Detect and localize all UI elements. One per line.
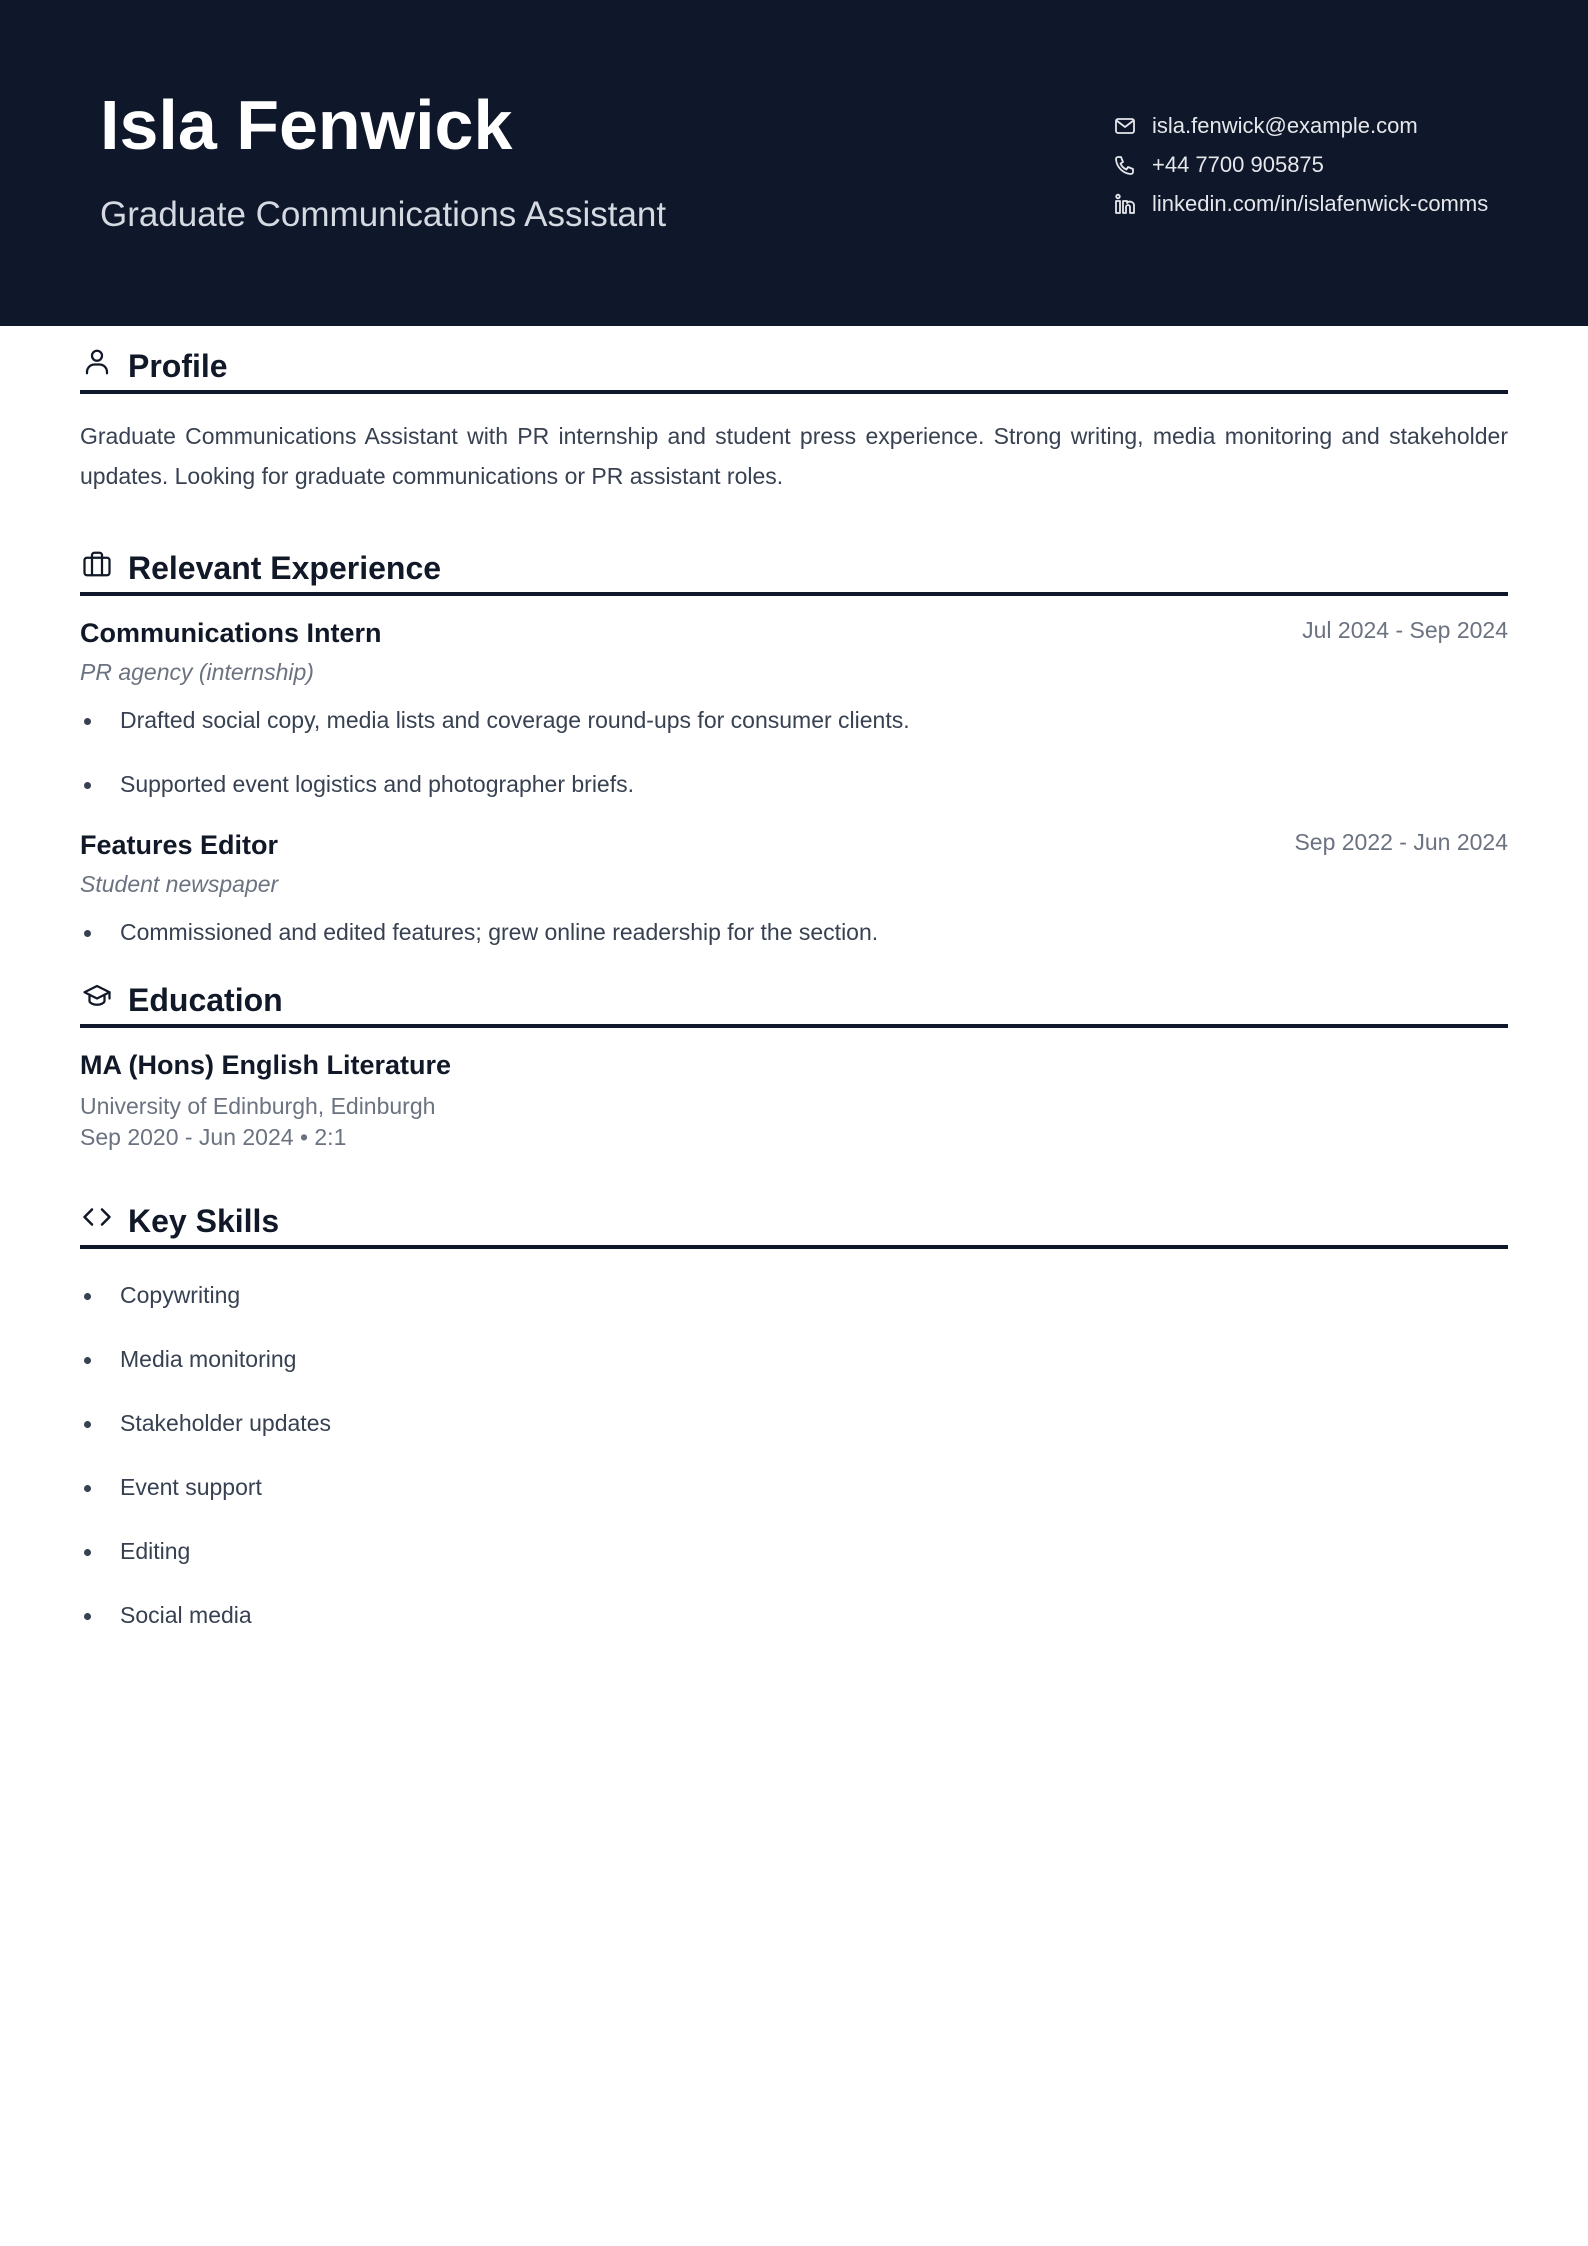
job-bullets xyxy=(80,704,1508,800)
contact-phone-text: +44 7700 905875 xyxy=(1152,151,1324,177)
education-title: Education xyxy=(128,981,283,1018)
profile-title: Profile xyxy=(128,347,228,384)
briefcase-icon xyxy=(80,547,114,581)
list-item: Commissioned and edited features; grew online readership for the section. xyxy=(80,916,1508,948)
job-dates: Sep 2022 - Jun 2024 xyxy=(1294,829,1508,855)
job-entry xyxy=(80,830,1508,948)
list-item: Stakeholder updates xyxy=(80,1407,1508,1439)
code-icon xyxy=(80,1200,114,1234)
experience-heading xyxy=(80,548,1508,596)
education-section xyxy=(80,980,1508,1151)
job-organization: Student newspaper xyxy=(80,871,279,897)
list-item: Media monitoring xyxy=(80,1343,1508,1375)
list-item: Drafted social copy, media lists and coverage round-ups for consumer clients. xyxy=(80,704,1508,736)
contact-list xyxy=(1112,106,1552,223)
job-bullets xyxy=(80,916,1508,948)
contact-linkedin[interactable] xyxy=(1112,184,1552,223)
resume-body xyxy=(80,346,1508,1663)
resume-header xyxy=(0,0,1588,326)
job-title: Features Editor xyxy=(80,830,279,860)
skills-list xyxy=(80,1279,1508,1631)
list-item: Event support xyxy=(80,1471,1508,1503)
school: University of Edinburgh, Edinburgh xyxy=(80,1093,436,1119)
user-icon xyxy=(80,345,114,379)
job-entry xyxy=(80,618,1508,800)
linkedin-icon xyxy=(1112,191,1138,217)
list-item: Copywriting xyxy=(80,1279,1508,1311)
degree: MA (Hons) English Literature xyxy=(80,1050,452,1080)
contact-email[interactable] xyxy=(1112,106,1552,145)
list-item: Editing xyxy=(80,1535,1508,1567)
job-organization: PR agency (internship) xyxy=(80,659,314,685)
education-heading xyxy=(80,980,1508,1028)
phone-icon xyxy=(1112,152,1138,178)
profile-heading xyxy=(80,346,1508,394)
candidate-title: Graduate Communications Assistant xyxy=(100,195,667,234)
experience-section xyxy=(80,548,1508,948)
list-item: Supported event logistics and photographer briefs. xyxy=(80,768,1508,800)
education-dates-grade: Sep 2020 - Jun 2024 • 2:1 xyxy=(80,1124,347,1150)
profile-summary: Graduate Communications Assistant with PR internship and student press experience. Strong writing, media monitoring and stakeholder updates. Looking for graduate communications or PR assistant roles. xyxy=(80,423,1508,489)
contact-email-text: isla.fenwick@example.com xyxy=(1152,112,1418,138)
profile-section xyxy=(80,346,1508,496)
job-title: Communications Intern xyxy=(80,618,382,648)
experience-title: Relevant Experience xyxy=(128,549,442,586)
skills-section xyxy=(80,1201,1508,1631)
candidate-name: Isla Fenwick xyxy=(100,86,513,164)
skills-heading xyxy=(80,1201,1508,1249)
skills-title: Key Skills xyxy=(128,1202,280,1239)
contact-linkedin-text: linkedin.com/in/islafenwick-comms xyxy=(1152,190,1489,216)
mail-icon xyxy=(1112,113,1138,139)
graduation-cap-icon xyxy=(80,979,114,1013)
contact-phone[interactable] xyxy=(1112,145,1552,184)
list-item: Social media xyxy=(80,1599,1508,1631)
job-dates: Jul 2024 - Sep 2024 xyxy=(1302,617,1508,643)
